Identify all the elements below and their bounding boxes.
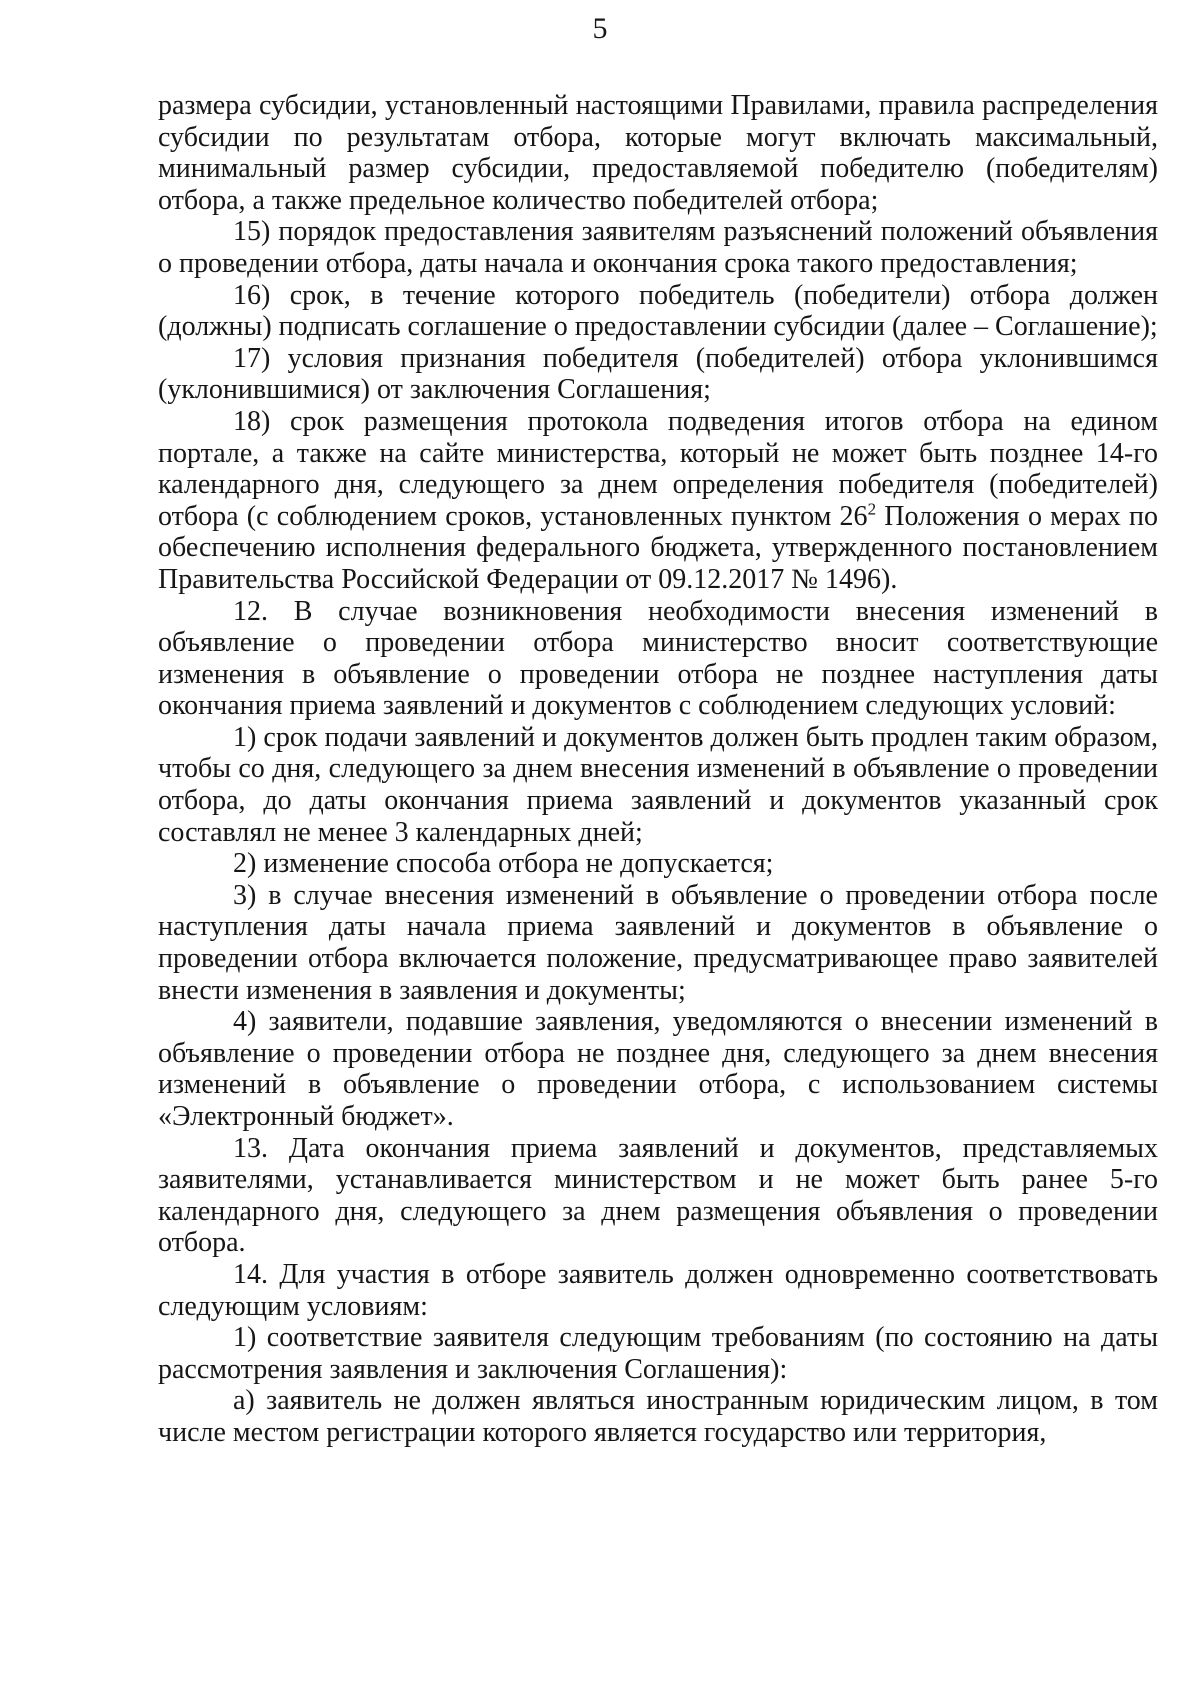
paragraph-section-12-item-2: 2) изменение способа отбора не допускается;	[233, 848, 774, 880]
paragraph-item-18	[158, 406, 1158, 596]
paragraph-section-14: 14. Для участия в отборе заявитель должен одновременно соответствовать следующим условиям:	[158, 1258, 1158, 1322]
paragraph-item-16: 16) срок, в течение которого победитель (победители) отбора должен (должны) подписать соглашение о предоставлении субсидии (далее – Соглашение);	[158, 279, 1158, 343]
footnote-superscript: 2	[867, 499, 877, 519]
paragraph-item-18-text-end: Положения о мерах по обеспечению исполнения федерального бюджета, утвержденного постановлением Правительства Российской Федерации от 09.12.2017 № 1496).	[158, 500, 1158, 595]
paragraph-item-17: 17) условия признания победителя (победителей) отбора уклонившимся (уклонившимися) от заключения Соглашения;	[158, 342, 1158, 406]
paragraph-subsidy-size: размера субсидии, установленный настоящими Правилами, правила распределения субсидии по результатам отбора, которые могут включать максимальный, минимальный размер субсидии, предоставляемой победителю (победителям) отбора, а также предельное количество победителей отбора;	[158, 90, 1158, 216]
paragraph-section-13: 13. Дата окончания приема заявлений и документов, представляемых заявителями, устанавливается министерством и не может быть ранее 5-го календарного дня, следующего за днем размещения объявления о проведении отбора.	[158, 1132, 1158, 1259]
paragraph-section-12-item-1: 1) срок подачи заявлений и документов должен быть продлен таким образом, чтобы со дня, следующего за днем внесения изменений в объявление о проведении отбора, до даты окончания приема заявлений и документов указанный срок составлял не менее 3 календарных дней;	[158, 721, 1158, 848]
document-body	[158, 90, 1158, 1449]
paragraph-section-12-item-3: 3) в случае внесения изменений в объявление о проведении отбора после наступления даты начала приема заявлений и документов в объявление о проведении отбора включается положение, предусматривающее право заявителей внести изменения в заявления и документы;	[158, 879, 1158, 1006]
paragraph-item-18-text-start: 18) срок размещения протокола подведения итогов отбора на едином портале, а также на сайте министерства, который не может быть позднее 14-го календарного дня, следующего за днем определения победителя (победителей) отбора (с соблюдением сроков, установленных пунктом 26	[158, 405, 1158, 532]
paragraph-section-14-subitem-a: а) заявитель не должен являться иностранным юридическим лицом, в том числе местом регистрации которого является государство или территория,	[158, 1385, 1158, 1448]
page-number: 5	[592, 12, 608, 45]
paragraph-section-14-item-1: 1) соответствие заявителя следующим требованиям (по состоянию на даты рассмотрения заявления и заключения Соглашения):	[158, 1322, 1158, 1385]
paragraph-section-12: 12. В случае возникновения необходимости внесения изменений в объявление о проведении отбора министерство вносит соответствующие изменения в объявление о проведении отбора не позднее наступления даты окончания приема заявлений и документов с соблюдением следующих условий:	[158, 595, 1158, 722]
paragraph-item-15: 15) порядок предоставления заявителям разъяснений положений объявления о проведении отбора, даты начала и окончания срока такого предоставления;	[158, 216, 1158, 279]
paragraph-section-12-item-4: 4) заявители, подавшие заявления, уведомляются о внесении изменений в объявление о проведении отбора не позднее дня, следующего за днем внесения изменений в объявление о проведении отбора, с использованием системы «Электронный бюджет».	[158, 1006, 1158, 1132]
